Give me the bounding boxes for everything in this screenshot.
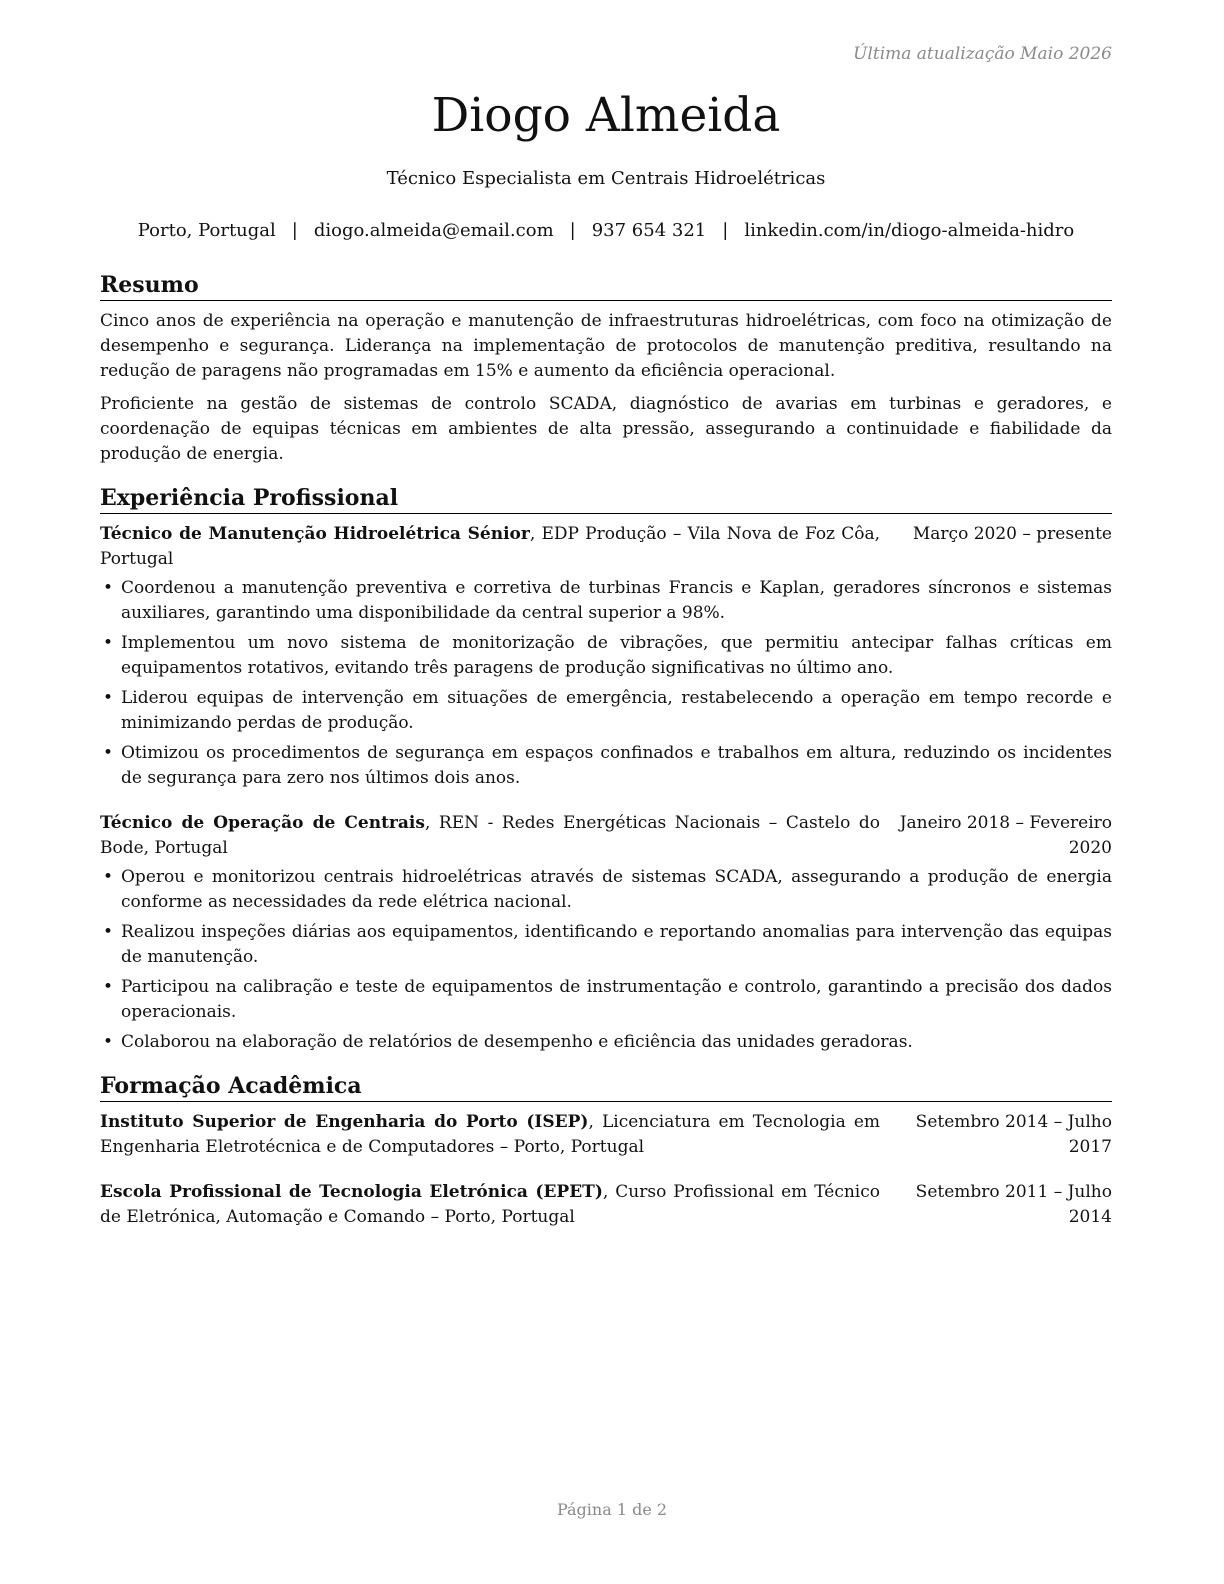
education-entry [100,1110,1112,1160]
contact-email[interactable]: diogo.almeida@email.com [313,220,554,241]
job-role: Técnico de Operação de Centrais [100,813,425,833]
job-bullet: • Otimizou os procedimentos de segurança em espaços confinados e trabalhos em altura, reduzindo os incidentes de segurança para zero nos últimos dois anos. [100,741,1112,791]
education-title-line [100,1110,880,1160]
contact-separator: | [291,220,298,241]
contact-line [100,220,1112,241]
job-bullet: • Participou na calibração e teste de equipamentos de instrumentação e controlo, garantindo a precisão dos dados operacionais. [100,975,1112,1025]
job-bullet: • Coordenou a manutenção preventiva e corretiva de turbinas Francis e Kaplan, geradores síncronos e sistemas auxiliares, garantindo uma disponibilidade da central superior a 98%. [100,576,1112,626]
job-role: Técnico de Manutenção Hidroelétrica Sénior [100,524,530,544]
summary-section [100,270,1112,467]
education-title-line [100,1180,880,1230]
education-degree: , Licenciatura em Tecnologia em Engenharia Eletrotécnica e de Computadores – Porto, Portugal [100,1112,881,1157]
summary-heading: Resumo [100,270,1112,301]
job-bullets [100,576,1112,791]
job-employer: , REN - Redes Energéticas Nacionais – Castelo do Bode, Portugal [100,813,881,858]
candidate-name: Diogo Almeida [431,88,781,143]
contact-separator: | [569,220,576,241]
contact-location: Porto, Portugal [137,220,276,241]
contact-phone: 937 654 321 [591,220,707,241]
education-school: Instituto Superior de Engenharia do Porto (ISEP) [100,1112,589,1132]
education-header [100,1180,1112,1230]
job-bullets [100,865,1112,1055]
job-title-line [100,522,880,572]
job-dates: Janeiro 2018 – Fevereiro 2020 [899,813,1112,858]
summary-paragraph: Cinco anos de experiência na operação e manutenção de infraestruturas hidroelétricas, com foco na otimização de desempenho e segurança. Liderança na implementação de protocolos de manutenção preditiva, resultando na redução de paragens não programadas em 15% e aumento da eficiência operacional. [100,311,1112,381]
job-entry [100,811,1112,1055]
contact-separator: | [722,220,729,241]
education-school: Escola Profissional de Tecnologia Eletrónica (EPET) [100,1182,603,1202]
last-updated: Última atualização Maio 2026 [853,44,1112,64]
job-title-line [100,811,880,861]
candidate-headline: Técnico Especialista em Centrais Hidroelétricas [386,168,826,189]
experience-section [100,483,1112,1055]
job-bullet: • Liderou equipas de intervenção em situações de emergência, restabelecendo a operação em tempo recorde e minimizando perdas de produção. [100,686,1112,736]
education-entry [100,1180,1112,1230]
job-dates: Março 2020 – presente [912,524,1112,544]
job-bullet: • Implementou um novo sistema de monitorização de vibrações, que permitiu antecipar falhas críticas em equipamentos rotativos, evitando três paragens de produção significativas no último ano. [100,631,1112,681]
job-employer: , EDP Produção – Vila Nova de Foz Côa, Portugal [100,524,880,569]
education-header [100,1110,1112,1160]
page-number: Página 1 de 2 [556,1500,668,1519]
education-section [100,1071,1112,1230]
education-degree: , Curso Profissional em Técnico de Eletrónica, Automação e Comando – Porto, Portugal [100,1182,880,1227]
job-entry [100,522,1112,791]
job-header [100,811,1112,861]
job-bullet: • Colaborou na elaboração de relatórios de desempenho e eficiência das unidades geradoras. [100,1030,1112,1055]
job-header [100,522,1112,572]
job-bullet: • Realizou inspeções diárias aos equipamentos, identificando e reportando anomalias para intervenção das equipas de manutenção. [100,920,1112,970]
education-dates: Setembro 2011 – Julho 2014 [915,1182,1112,1227]
education-dates: Setembro 2014 – Julho 2017 [915,1112,1112,1157]
education-heading: Formação Acadêmica [100,1071,1112,1102]
resume-content [100,270,1112,1246]
experience-heading: Experiência Profissional [100,483,1112,514]
summary-paragraph: Proficiente na gestão de sistemas de controlo SCADA, diagnóstico de avarias em turbinas e geradores, e coordenação de equipas técnicas em ambientes de alta pressão, assegurando a continuidade e fiabilidade da produção de energia. [100,394,1112,464]
job-bullet: • Operou e monitorizou centrais hidroelétricas através de sistemas SCADA, assegurando a produção de energia conforme as necessidades da rede elétrica nacional. [100,865,1112,915]
contact-linkedin[interactable]: linkedin.com/in/diogo-almeida-hidro [744,220,1075,241]
